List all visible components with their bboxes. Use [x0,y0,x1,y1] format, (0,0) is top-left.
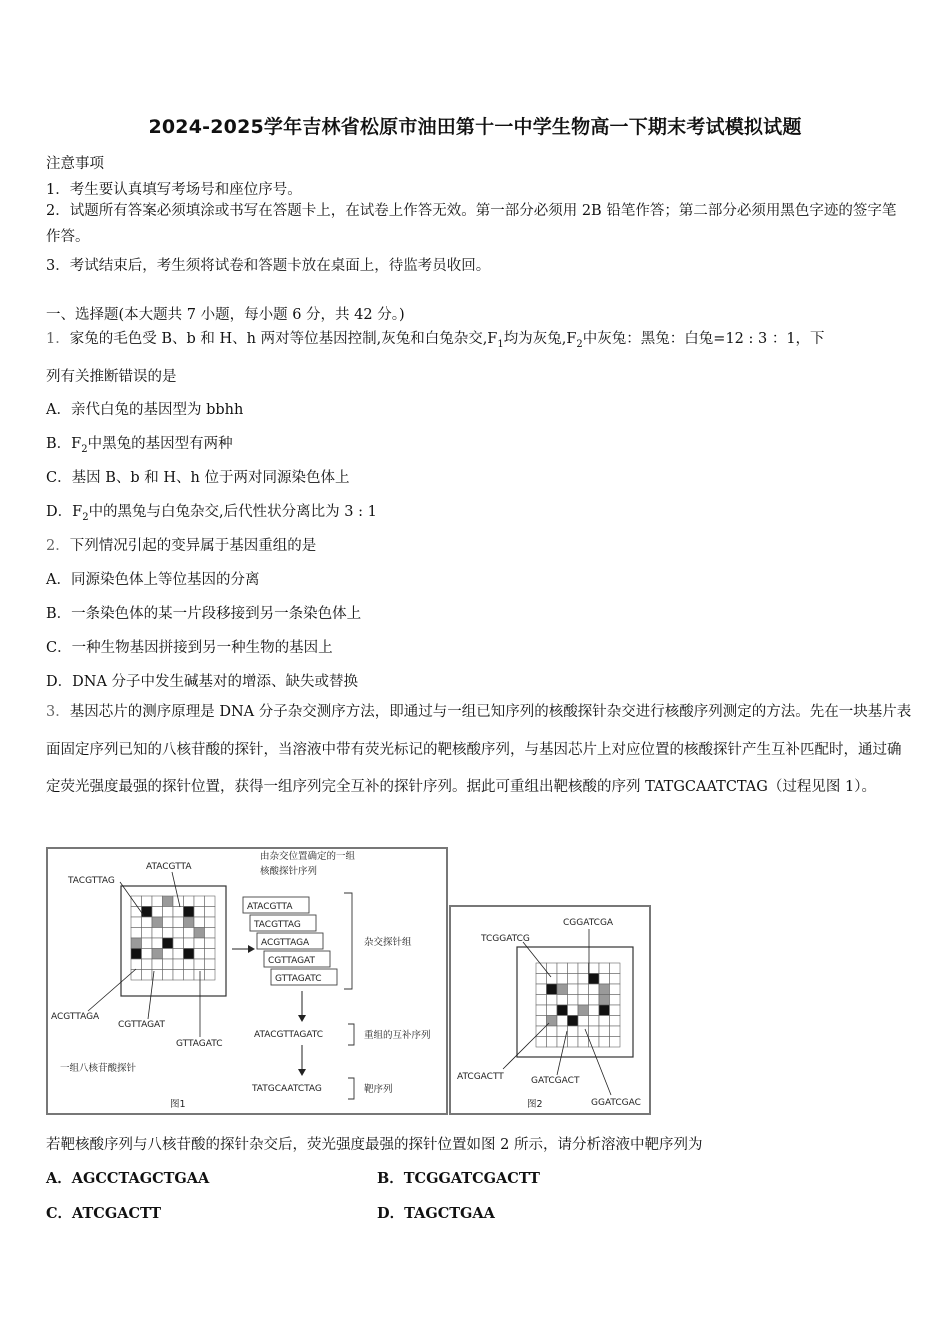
fig1-chip-label: 一组八核苷酸探针 [60,1063,137,1074]
notice-item-3: 3．考试结束后，考生须将试卷和答题卡放在桌面上，待监考员收回。 [46,258,491,274]
probe-cell [547,984,558,995]
probe-cell [184,896,195,907]
probe-cell [163,896,174,907]
probe-cell [131,970,142,981]
probe-cell [194,896,205,907]
probe-cell [173,959,184,970]
probe-cell [142,928,153,939]
probe-cell [205,928,216,939]
probe-cell [578,1016,589,1027]
notice-item-2: 2．试题所有答案必须填涂或书写在答题卡上，在试卷上作答无效。第一部分必须用 2B 铅笔作答；第二部分必须用黑色字迹的签字笔作答。 [46,203,897,245]
probe-cell [205,938,216,949]
probe-cell [142,959,153,970]
probe-cell [163,970,174,981]
probe-cell [163,907,174,918]
probe-cell [610,1037,621,1048]
probe-cell [568,1016,579,1027]
probe-cell [173,970,184,981]
probe-cell [589,1026,600,1037]
q3-option-b: B．TCGGATCGACTT [377,1170,540,1187]
probe-cell [589,1005,600,1016]
probe-cell [536,974,547,985]
probe-cell [173,928,184,939]
fig1-probe-top: ATACGTTA [146,862,192,872]
probe-cell [568,974,579,985]
probe-cell [547,1026,558,1037]
probe-cell [205,949,216,960]
probe-cell [152,938,163,949]
probe-cell [599,1016,610,1027]
probe-cell [163,928,174,939]
q2-option-c: C．一种生物基因拼接到另一种生物的基因上 [46,640,333,656]
q2-option-d: D．DNA 分子中发生碱基对的增添、缺失或替换 [46,674,359,690]
probe-cell [547,963,558,974]
probe-cell [205,896,216,907]
probe-cell [568,1026,579,1037]
probe-cell [194,959,205,970]
probe-cell [184,917,195,928]
probe-cell [557,1037,568,1048]
probe-cell [557,963,568,974]
probe-cell [599,974,610,985]
q1-option-b: B．$F_2$中黑兔的基因型有两种 [46,436,233,455]
fig1-stack-probe: ACGTTAGA [261,938,310,948]
probe-cell [131,917,142,928]
probe-cell [610,963,621,974]
probe-cell [205,907,216,918]
fig2-probe-t1: TCGGATCG [481,934,530,944]
section-heading: 一、选择题(本大题共 7 小题，每小题 6 分，共 42 分。) [46,307,405,323]
fig2-probe-b1: ATCGACTT [457,1072,504,1082]
probe-cell [599,1005,610,1016]
q3-option-c: C．ATCGACTT [46,1205,162,1222]
probe-cell [173,949,184,960]
probe-cell [163,917,174,928]
probe-cell [578,974,589,985]
probe-cell [163,959,174,970]
probe-cell [184,959,195,970]
probe-cell [547,974,558,985]
fig1-probe-bl3: GTTAGATC [176,1039,223,1049]
probe-cell [131,949,142,960]
probe-cell [131,938,142,949]
fig1-target-label: 靶序列 [364,1084,393,1095]
probe-cell [152,949,163,960]
probe-cell [152,928,163,939]
probe-cell [184,928,195,939]
probe-cell [173,938,184,949]
probe-cell [184,907,195,918]
probe-cell [568,984,579,995]
q1-stem: 1．家兔的毛色受 B、b 和 H、h 两对等位基因控制,灰兔和白兔杂交$,F_1$均为灰兔$,F_2$中灰兔：黑兔：白兔=12 : 3 ：1，下 [46,331,825,350]
q2-stem: 2．下列情况引起的变异属于基因重组的是 [46,538,317,554]
probe-cell [599,1037,610,1048]
probe-cell [547,1005,558,1016]
probe-cell [599,995,610,1006]
probe-cell [547,995,558,1006]
figure-1 [46,847,448,1115]
fig1-stack-probe: CGTTAGAT [268,956,316,966]
probe-cell [599,1026,610,1037]
probe-cell [194,907,205,918]
probe-cell [194,949,205,960]
fig1-probe-bl1: ACGTTAGA [51,1012,100,1022]
probe-cell [568,1005,579,1016]
probe-cell [599,984,610,995]
probe-cell [194,970,205,981]
q2-number: 2． [46,538,70,554]
fig1-stack-probe: ATACGTTA [247,902,293,912]
probe-cell [557,1005,568,1016]
q3-option-d: D．TAGCTGAA [377,1205,495,1222]
probe-cell [547,1037,558,1048]
probe-cell [163,938,174,949]
figure-2 [449,905,651,1115]
fig1-recombined-label: 重组的互补序列 [364,1030,431,1041]
probe-cell [152,959,163,970]
fig2-caption: 图2 [527,1099,543,1110]
probe-cell [163,949,174,960]
fig1-target: TATGCAATCTAG [252,1084,322,1094]
probe-cell [578,995,589,1006]
fig1-chip-grid [131,896,215,980]
probe-cell [557,1016,568,1027]
notice-heading: 注意事项 [46,156,104,172]
fig2-probe-t2: CGGATCGA [563,918,614,928]
probe-cell [152,907,163,918]
probe-cell [610,974,621,985]
probe-cell [152,896,163,907]
probe-cell [142,970,153,981]
probe-cell [536,1037,547,1048]
probe-cell [578,963,589,974]
probe-cell [184,938,195,949]
probe-cell [152,917,163,928]
fig2-chip-grid [536,963,620,1047]
probe-cell [205,917,216,928]
fig1-probe-bl2: CGTTAGAT [118,1020,166,1030]
probe-cell [173,917,184,928]
fig1-group-label: 杂交探针组 [364,937,412,948]
probe-cell [142,949,153,960]
q3-option-a: A．AGCCTAGCTGAA [46,1170,210,1187]
fig1-probe-left: TACGTTAG [68,876,115,886]
probe-cell [557,974,568,985]
notice-item-1: 1．考生要认真填写考场号和座位序号。 [46,182,302,198]
q3-stem: 3．基因芯片的测序原理是 DNA 分子杂交测序方法，即通过与一组已知序列的核酸探针杂交进行核酸序列测定的方法。先在一块基片表面固定序列已知的八核苷酸的探针，当溶液中带有荧光标记的靶核酸序列，与基因芯片上对应位置的核酸探针产生互补匹配时，通过确定荧光强度最强的探针位置，获得一组序列完全互补的探针序列。据此可重组出靶核酸的序列 TATGCAATCTAG（过程见图 1）。 [46,704,912,795]
probe-cell [173,907,184,918]
q3-question: 若靶核酸序列与八核苷酸的探针杂交后，荧光强度最强的探针位置如图 2 所示，请分析溶液中靶序列为 [46,1137,703,1153]
probe-cell [194,928,205,939]
fig1-stack-probe: GTTAGATC [275,974,322,984]
probe-cell [589,984,600,995]
q3-number: 3． [46,704,70,720]
probe-cell [142,938,153,949]
fig1-recombined: ATACGTTAGATC [254,1030,324,1040]
probe-cell [610,984,621,995]
probe-cell [142,917,153,928]
fig1-caption: 图1 [170,1099,186,1110]
fig1-stack-probe: TACGTTAG [254,920,301,930]
probe-cell [205,959,216,970]
probe-cell [557,984,568,995]
fig1-header-line1: 由杂交位置确定的一组 [260,851,356,862]
probe-cell [131,928,142,939]
probe-cell [194,938,205,949]
q1-option-a: A．亲代白兔的基因型为 bbhh [46,402,244,418]
probe-cell [536,984,547,995]
probe-cell [568,963,579,974]
fig1-header-line2: 核酸探针序列 [260,866,318,877]
q1-number: 1． [46,331,70,347]
probe-cell [131,907,142,918]
probe-cell [610,1005,621,1016]
page-title: 2024-2025学年吉林省松原市油田第十一中学生物高一下期末考试模拟试题 [148,116,802,138]
probe-cell [568,995,579,1006]
q1-stem-line2: 列有关推断错误的是 [46,369,177,385]
probe-cell [131,959,142,970]
probe-cell [610,1016,621,1027]
probe-cell [536,995,547,1006]
probe-cell [589,995,600,1006]
probe-cell [578,1037,589,1048]
q2-option-a: A．同源染色体上等位基因的分离 [46,572,260,588]
probe-cell [610,995,621,1006]
probe-cell [184,970,195,981]
q1-option-d: D．$F_2$中的黑兔与白兔杂交,后代性状分离比为 3 : 1 [46,504,377,523]
probe-cell [599,963,610,974]
probe-cell [578,1005,589,1016]
q1-option-c: C．基因 B、b 和 H、h 位于两对同源染色体上 [46,470,350,486]
probe-cell [184,949,195,960]
probe-cell [557,995,568,1006]
probe-cell [589,963,600,974]
q2-option-b: B．一条染色体的某一片段移接到另一条染色体上 [46,606,362,622]
probe-cell [589,1016,600,1027]
fig2-probe-b3: GGATCGAC [591,1098,641,1108]
probe-cell [568,1037,579,1048]
fig1-probe-stack [243,897,337,985]
probe-cell [536,1016,547,1027]
fig2-probe-b2: GATCGACT [531,1076,580,1086]
probe-cell [194,917,205,928]
probe-cell [578,984,589,995]
probe-cell [205,970,216,981]
probe-cell [536,1005,547,1016]
probe-cell [589,974,600,985]
probe-cell [142,896,153,907]
probe-cell [610,1026,621,1037]
probe-cell [142,907,153,918]
